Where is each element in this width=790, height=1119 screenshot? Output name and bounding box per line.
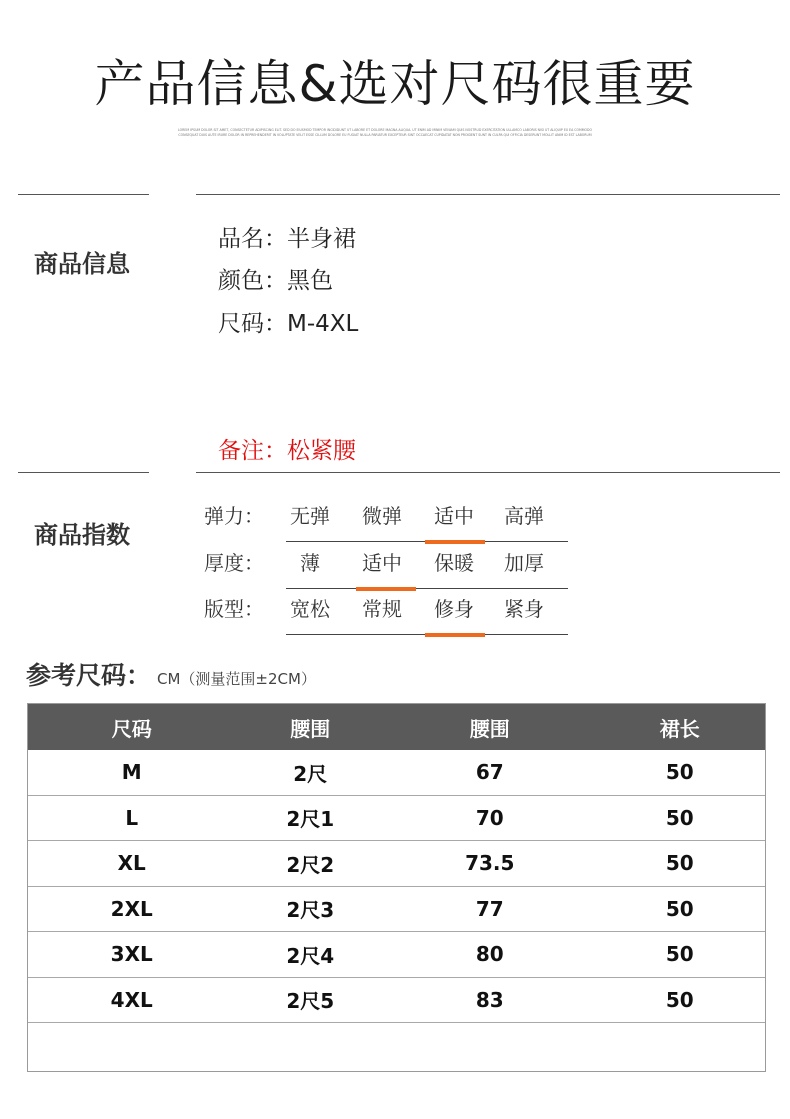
selected-indicator	[425, 633, 485, 637]
index-row-fit	[204, 589, 568, 635]
table-cell: 73.5	[465, 851, 515, 876]
table-cell: XL	[117, 851, 146, 876]
index-row-thickness	[204, 543, 568, 589]
index-option: 紧身	[504, 597, 544, 621]
product-info-label: 商品信息	[34, 250, 130, 278]
table-header	[28, 704, 765, 750]
index-option: 宽松	[290, 597, 330, 621]
table-cell: 2尺3	[286, 898, 335, 923]
table-cell: 50	[665, 942, 694, 967]
table-cell: 70	[475, 805, 504, 830]
table-row	[28, 796, 765, 842]
index-option: 保暖	[434, 551, 474, 575]
index-row-label: 厚度：	[204, 551, 264, 575]
table-cell: 67	[475, 760, 504, 785]
product-size-key: 尺码：	[218, 311, 287, 337]
table-cell: 50	[665, 760, 694, 785]
product-size-line	[218, 305, 358, 338]
index-option: 无弹	[290, 504, 330, 528]
table-row	[28, 932, 765, 978]
size-reference-note: CM（测量范围±2CM）	[157, 670, 316, 688]
index-option: 微弹	[362, 504, 402, 528]
product-color-value: 黑色	[287, 268, 333, 294]
page-title: 产品信息&选对尺码很重要	[94, 55, 696, 113]
table-cell	[235, 1023, 385, 1069]
table-cell: 3XL	[110, 942, 153, 967]
product-remark-value: 松紧腰	[287, 438, 356, 464]
product-color-key: 颜色：	[218, 268, 287, 294]
table-cell: 77	[475, 896, 504, 921]
table-cell: 2尺1	[286, 807, 335, 832]
index-option: 加厚	[504, 551, 544, 575]
size-reference-title: 参考尺码：	[26, 661, 152, 690]
size-reference-heading	[26, 656, 316, 692]
table-cell: 2尺4	[286, 943, 335, 968]
divider	[196, 472, 780, 473]
product-remark-key: 备注：	[218, 438, 287, 464]
index-option: 高弹	[504, 504, 544, 528]
table-cell: L	[125, 805, 139, 830]
table-cell: 50	[665, 896, 694, 921]
index-option: 薄	[300, 551, 320, 575]
table-cell: 2尺	[293, 761, 328, 786]
index-row-elasticity	[204, 496, 568, 542]
table-cell: 2尺2	[286, 852, 335, 877]
index-option: 适中	[434, 504, 474, 528]
size-table	[27, 703, 766, 1072]
column-header: 腰围	[469, 716, 510, 741]
table-body	[28, 750, 765, 1069]
table-cell: 2尺5	[286, 989, 335, 1014]
column-header: 腰围	[290, 716, 331, 741]
product-color-line	[218, 262, 333, 295]
index-option: 修身	[434, 597, 474, 621]
index-option: 常规	[362, 597, 402, 621]
divider	[196, 194, 780, 195]
product-name-key: 品名：	[218, 226, 287, 252]
product-size-value: M-4XL	[287, 311, 359, 337]
table-cell: 80	[475, 942, 504, 967]
table-cell	[28, 1023, 235, 1069]
product-name-line	[218, 220, 356, 253]
product-remark-line	[218, 432, 356, 465]
product-name-value: 半身裙	[287, 226, 356, 252]
table-cell	[594, 1023, 765, 1069]
product-index-label: 商品指数	[34, 521, 130, 549]
table-row-empty	[28, 1023, 765, 1069]
divider	[18, 194, 149, 195]
table-cell: 50	[665, 851, 694, 876]
table-cell: 50	[665, 805, 694, 830]
table-row	[28, 978, 765, 1024]
table-row	[28, 750, 765, 796]
index-option: 适中	[362, 551, 402, 575]
table-cell	[385, 1023, 594, 1069]
table-cell: 83	[475, 987, 504, 1012]
table-row	[28, 841, 765, 887]
table-row	[28, 887, 765, 933]
column-header: 裙长	[659, 716, 700, 741]
index-row-label: 弹力：	[204, 504, 264, 528]
column-header: 尺码	[111, 716, 152, 741]
table-cell: 4XL	[110, 987, 153, 1012]
decorative-fine-print: LOREM IPSUM DOLOR SIT AMET, CONSECTETUR ADIPISCING ELIT. SED DO EIUSMOD TEMPOR INCIDIDUNT UT LABORE ET DOLORE MAGNA ALIQUA. UT ENIM AD MINIM VENIAM QUIS NOSTRUD EXERCITATION ULLAMCO LABORIS NISI UT ALIQUIP EX EA COMMODO CONSEQUAT DUIS AUTE IRURE DOLOR IN REPREHENDERIT IN VOLUPTATE VELIT ESSE CILLUM DOLORE EU FUGIAT NULLA PARIATUR EXCEPTEUR SINT OCCAECAT CUPIDATAT NON PROIDENT SUNT IN CULPA QUI OFFICIA DESERUNT MOLLIT ANIM ID EST LABORUM	[178, 128, 592, 137]
table-cell: 2XL	[110, 896, 153, 921]
index-row-label: 版型：	[204, 597, 264, 621]
divider	[18, 472, 149, 473]
table-cell: 50	[665, 987, 694, 1012]
table-cell: M	[121, 760, 142, 785]
